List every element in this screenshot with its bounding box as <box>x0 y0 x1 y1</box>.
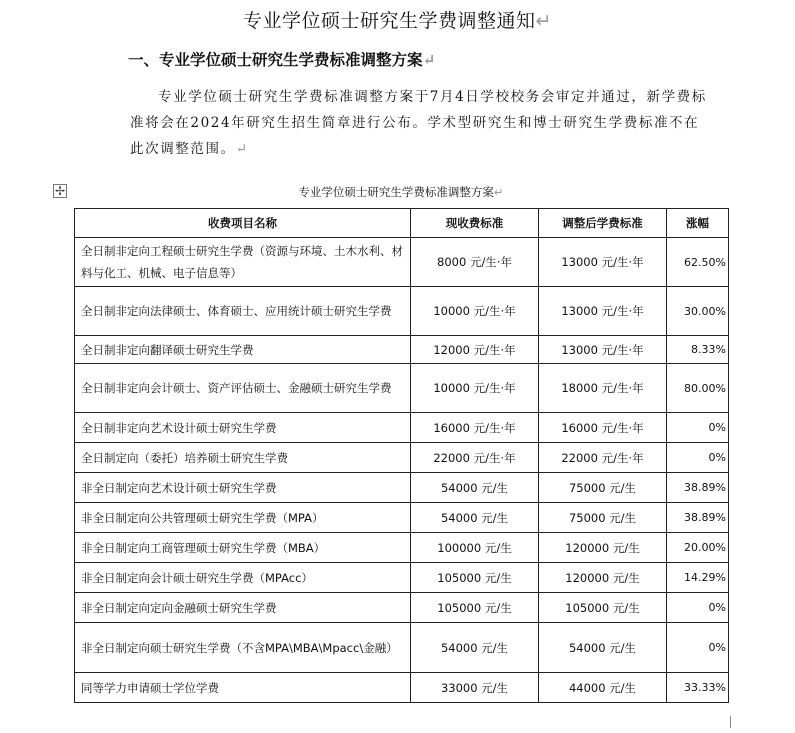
table-row <box>75 473 729 503</box>
cell-adjusted-fee: 16000 元/生·年 <box>539 413 667 443</box>
table-row <box>75 336 729 364</box>
cell-increase: 0% <box>667 413 729 443</box>
cell-increase: 30.00% <box>667 287 729 336</box>
cell-item-name: 同等学力申请硕士学位学费 <box>75 673 411 703</box>
cell-adjusted-fee: 13000 元/生·年 <box>539 238 667 287</box>
table-caption: 专业学位硕士研究生学费标准调整方案↵ <box>298 185 504 199</box>
cell-increase: 38.89% <box>667 473 729 503</box>
cell-item-name: 全日制非定向艺术设计硕士研究生学费 <box>75 413 411 443</box>
table-row <box>75 503 729 533</box>
cell-adjusted-fee: 22000 元/生·年 <box>539 443 667 473</box>
table-row <box>75 413 729 443</box>
cell-adjusted-fee: 13000 元/生·年 <box>539 287 667 336</box>
cell-item-name: 非全日制定向硕士研究生学费（不含MPA\MBA\Mpacc\金融） <box>75 623 411 673</box>
body-paragraph: 专业学位硕士研究生学费标准调整方案于7月4日学校校务会审定并通过，新学费标准将会在2024年研究生招生简章进行公布。学术型研究生和博士研究生学费标准不在此次调整范围。↵ <box>130 89 707 157</box>
cell-adjusted-fee: 18000 元/生·年 <box>539 364 667 413</box>
cell-adjusted-fee: 75000 元/生 <box>539 473 667 503</box>
cell-adjusted-fee: 120000 元/生 <box>539 533 667 563</box>
cell-item-name: 非全日制定向艺术设计硕士研究生学费 <box>75 473 411 503</box>
cell-item-name: 全日制非定向工程硕士研究生学费（资源与环境、土木水利、材料与化工、机械、电子信息等） <box>75 238 411 287</box>
cell-increase: 0% <box>667 593 729 623</box>
cell-increase: 80.00% <box>667 364 729 413</box>
cell-adjusted-fee: 105000 元/生 <box>539 593 667 623</box>
fee-table <box>74 208 729 703</box>
cell-adjusted-fee: 75000 元/生 <box>539 503 667 533</box>
table-row <box>75 238 729 287</box>
table-row <box>75 287 729 336</box>
cell-current-fee: 22000 元/生·年 <box>411 443 539 473</box>
cell-current-fee: 100000 元/生 <box>411 533 539 563</box>
cell-item-name: 非全日制定向工商管理硕士研究生学费（MBA） <box>75 533 411 563</box>
cell-current-fee: 10000 元/生·年 <box>411 364 539 413</box>
cell-item-name: 全日制定向（委托）培养硕士研究生学费 <box>75 443 411 473</box>
cell-current-fee: 54000 元/生 <box>411 473 539 503</box>
cell-increase: 33.33% <box>667 673 729 703</box>
cell-increase: 62.50% <box>667 238 729 287</box>
cell-current-fee: 105000 元/生 <box>411 593 539 623</box>
cell-current-fee: 8000 元/生·年 <box>411 238 539 287</box>
table-header-row <box>75 209 729 238</box>
cell-increase: 0% <box>667 443 729 473</box>
cell-item-name: 非全日制定向公共管理硕士研究生学费（MPA） <box>75 503 411 533</box>
table-row <box>75 443 729 473</box>
table-end-marker <box>730 716 739 728</box>
table-row <box>75 593 729 623</box>
cell-increase: 8.33% <box>667 336 729 364</box>
table-row <box>75 364 729 413</box>
cell-item-name: 非全日制定向定向金融硕士研究生学费 <box>75 593 411 623</box>
cell-adjusted-fee: 120000 元/生 <box>539 563 667 593</box>
cell-current-fee: 54000 元/生 <box>411 623 539 673</box>
header-item-name: 收费项目名称 <box>75 209 411 238</box>
cell-increase: 38.89% <box>667 503 729 533</box>
cell-adjusted-fee: 13000 元/生·年 <box>539 336 667 364</box>
table-move-handle-icon[interactable]: ✢ <box>54 184 66 198</box>
cell-current-fee: 33000 元/生 <box>411 673 539 703</box>
cell-item-name: 非全日制定向会计硕士研究生学费（MPAcc） <box>75 563 411 593</box>
section-heading: 一、专业学位硕士研究生学费标准调整方案↵ <box>128 50 436 69</box>
header-adjusted-fee: 调整后学费标准 <box>539 209 667 238</box>
cell-item-name: 全日制非定向法律硕士、体育硕士、应用统计硕士研究生学费 <box>75 287 411 336</box>
cell-adjusted-fee: 54000 元/生 <box>539 623 667 673</box>
cell-increase: 20.00% <box>667 533 729 563</box>
cell-current-fee: 105000 元/生 <box>411 563 539 593</box>
table-row <box>75 673 729 703</box>
cell-increase: 0% <box>667 623 729 673</box>
cell-current-fee: 12000 元/生·年 <box>411 336 539 364</box>
table-row <box>75 623 729 673</box>
header-current-fee: 现收费标准 <box>411 209 539 238</box>
cell-current-fee: 10000 元/生·年 <box>411 287 539 336</box>
cell-item-name: 全日制非定向会计硕士、资产评估硕士、金融硕士研究生学费 <box>75 364 411 413</box>
document-title: 专业学位硕士研究生学费调整通知↵ <box>243 10 552 32</box>
table-row <box>75 563 729 593</box>
header-increase: 涨幅 <box>667 209 729 238</box>
cell-current-fee: 54000 元/生 <box>411 503 539 533</box>
cell-adjusted-fee: 44000 元/生 <box>539 673 667 703</box>
cell-item-name: 全日制非定向翻译硕士研究生学费 <box>75 336 411 364</box>
cell-increase: 14.29% <box>667 563 729 593</box>
cell-current-fee: 16000 元/生·年 <box>411 413 539 443</box>
table-row <box>75 533 729 563</box>
